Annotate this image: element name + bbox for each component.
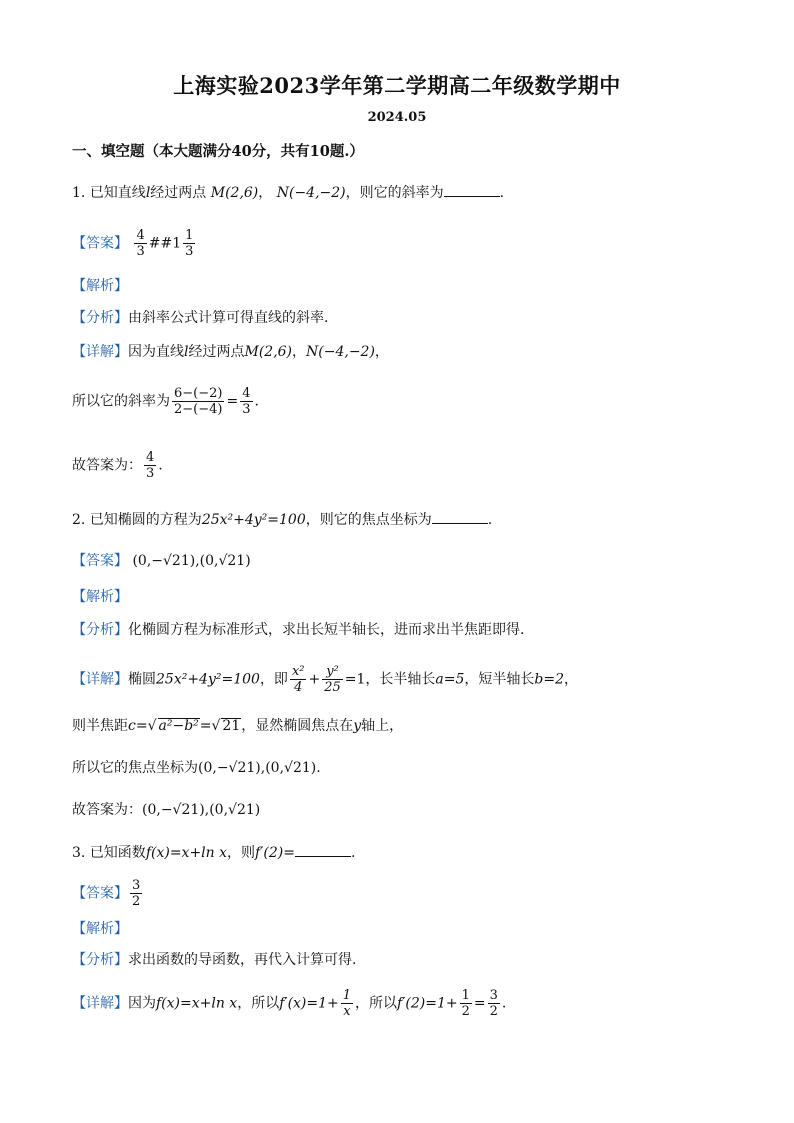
answer-blank [432, 509, 488, 524]
q2-jiexi: 【解析】 [72, 589, 128, 605]
q2-final: 故答案为：(0,−√21),(0,√21) [72, 802, 261, 818]
q1-stem: 1. 已知直线l经过两点 M(2,6)， N(−4,−2)，则它的斜率为 . [72, 182, 504, 203]
q3-answer: 【答案】 $\frac{3}{2}$ [72, 878, 141, 909]
fraction: $\frac{1}{x}$ [342, 988, 352, 1019]
fraction: $\frac{3}{2}$ [132, 878, 141, 909]
section-heading: 一、填空题（本大题满分40分，共有10题.） [72, 143, 364, 160]
q2-equation: 25x²+4y²=100 [201, 512, 306, 528]
fraction: $\frac{3}{2}$ [489, 988, 498, 1019]
fraction: $\frac{6-(-2)}{2-(-4)}$ [174, 386, 223, 417]
fraction: $\frac{\text{y²}}{25}$ [324, 664, 341, 695]
q1-point-m: M(2,6) [210, 185, 259, 201]
q3-stem: 3. 已知函数f(x)=x+ln x，则f′(2)= . [72, 842, 355, 863]
q2-foci: 所以它的焦点坐标为(0,−√21),(0,√21). [72, 760, 321, 776]
q2-analysis: 【分析】化椭圆方程为标准形式，求出长短半轴长，进而求出半焦距即得. [72, 622, 525, 638]
q3-number: 3. [72, 845, 86, 861]
q1-answer: 【答案】 $\frac{4}{3}$ ##1 $\frac{1}{3}$ [72, 228, 194, 259]
q2-detail: 【详解】椭圆25x²+4y²=100，即 $\frac{\text{x²}}{4}$ + $\frac{\text{y²}}{25}$ =1，长半轴长a=5，短半轴长b=2， [72, 664, 578, 695]
q2-stem: 2. 已知椭圆的方程为25x²+4y²=100，则它的焦点坐标为 . [72, 509, 492, 530]
fraction: $\frac{1}{3}$ [185, 228, 194, 259]
q1-detail: 【详解】因为直线l经过两点M(2,6)，N(−4,−2)， [72, 344, 389, 360]
q3-analysis: 【分析】求出函数的导函数，再代入计算可得. [72, 952, 357, 968]
fraction: $\frac{4}{3}$ [136, 228, 145, 259]
q3-function: f(x)=x+ln x [145, 845, 228, 861]
q3-jiexi: 【解析】 [72, 921, 128, 937]
answer-blank [295, 842, 351, 857]
exam-date: 2024.05 [367, 110, 427, 125]
q1-number: 1. [72, 185, 86, 201]
q1-slope-calc: 所以它的斜率为 $\frac{6-(-2)}{2-(-4)}$ = $\frac{4}{3}$ . [72, 386, 259, 417]
q1-jiexi: 【解析】 [72, 278, 128, 294]
fraction: $\frac{4}{3}$ [146, 450, 155, 481]
q2-number: 2. [72, 512, 86, 528]
q2-focal: 则半焦距c=√ a²−b²=√ 21，显然椭圆焦点在y轴上， [72, 718, 404, 734]
q1-final: 故答案为： $\frac{4}{3}$ . [72, 450, 163, 481]
q3-detail: 【详解】因为f(x)=x+ln x，所以f′(x)=1+ $\frac{1}{x}$ ，所以f′(2)=1+ $\frac{1}{2}$ = $\frac{3}{2}$ . [72, 988, 507, 1019]
fraction: $\frac{1}{2}$ [461, 988, 470, 1019]
page-title: 上海实验2023学年第二学期高二年级数学期中 [173, 73, 621, 98]
q1-point-n: N(−4,−2) [276, 185, 346, 201]
fraction: $\frac{4}{3}$ [242, 386, 251, 417]
q1-analysis: 【分析】由斜率公式计算可得直线的斜率. [72, 310, 329, 326]
fraction: $\frac{\text{x²}}{4}$ [291, 664, 305, 695]
q2-answer: 【答案】 (0,−√21),(0,√21) [72, 553, 251, 569]
answer-blank [444, 182, 500, 197]
